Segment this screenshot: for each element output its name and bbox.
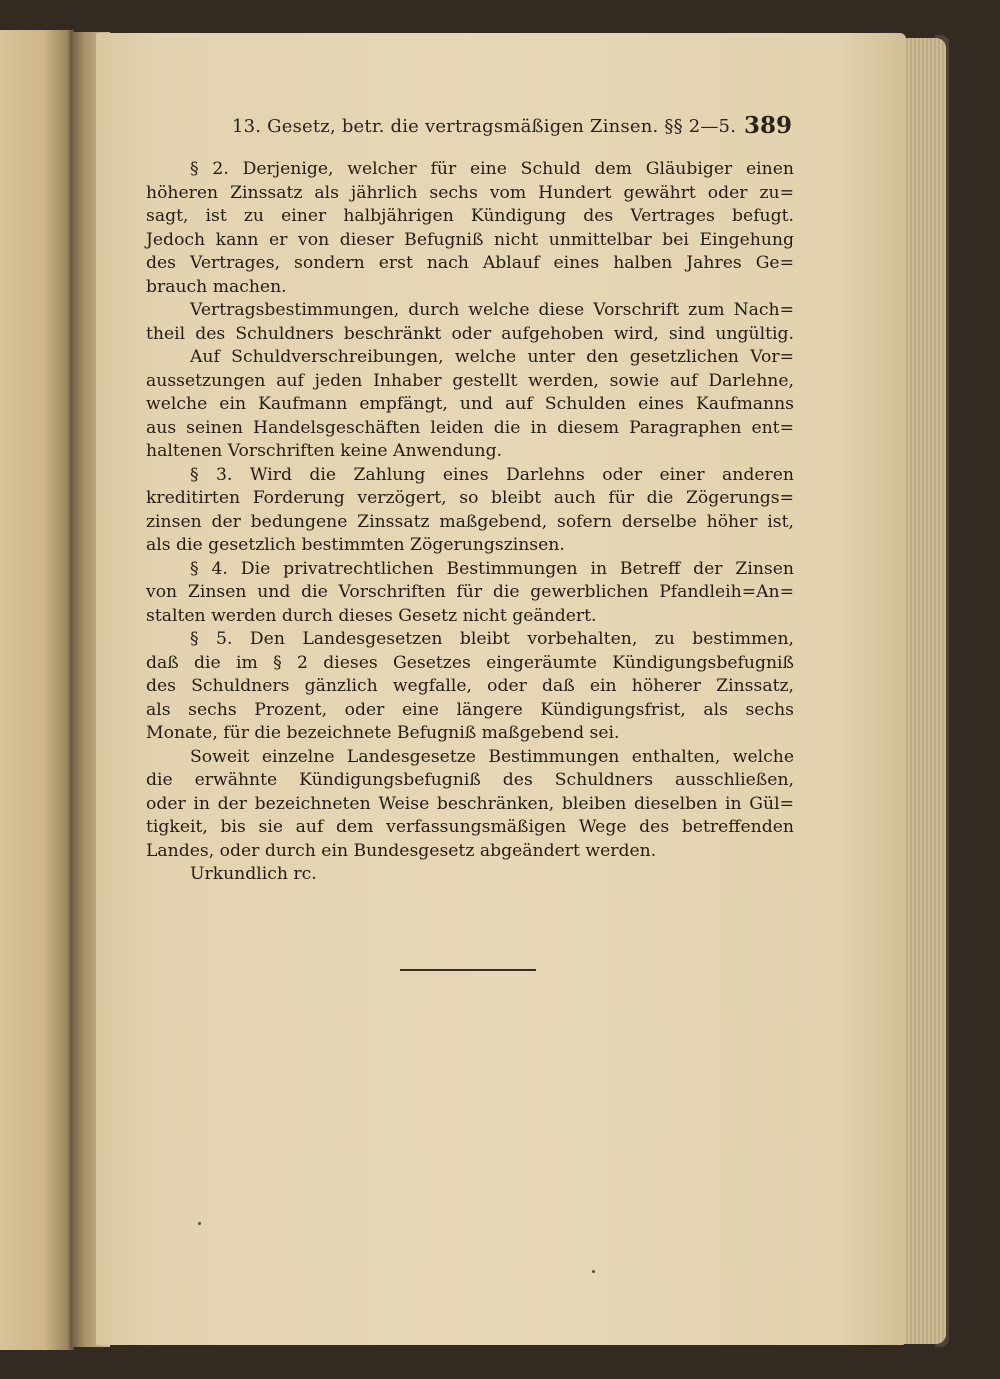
left-page-edge — [0, 30, 74, 1350]
page-header — [232, 112, 792, 144]
page-stack-edges — [900, 38, 946, 1344]
text-line: oder in der bezeichneten Weise beschränken, bleiben dieselben in Gül= — [146, 793, 794, 814]
text-line: von Zinsen und die Vorschriften für die gewerblichen Pfandleih=An= — [146, 582, 794, 602]
paper-speck — [198, 1222, 201, 1225]
text-line: welche ein Kaufmann empfängt, und auf Schulden eines Kaufmanns — [146, 394, 794, 414]
text-line: als sechs Prozent, oder eine längere Kündigungsfrist, als sechs — [146, 699, 794, 720]
text-line: tigkeit, bis sie auf dem verfassungsmäßigen Wege des betreffenden — [146, 817, 794, 837]
text-line: aus seinen Handelsgeschäften leiden die in diesem Paragraphen ent= — [146, 417, 794, 438]
text-line: des Vertrages, sondern erst nach Ablauf eines halben Jahres Ge= — [146, 253, 794, 273]
text-line: des Schuldners gänzlich wegfalle, oder daß ein höherer Zinssatz, — [146, 676, 794, 696]
text-line: Auf Schuldverschreibungen, welche unter den gesetzlichen Vor= — [190, 347, 794, 367]
text-line: Soweit einzelne Landesgesetze Bestimmungen enthalten, welche — [190, 746, 794, 767]
text-line: als die gesetzlich bestimmten Zögerungszinsen. — [146, 535, 565, 555]
text-line: Jedoch kann er von dieser Befugniß nicht unmittelbar bei Eingehung — [146, 229, 794, 250]
running-head: 13. Gesetz, betr. die vertragsmäßigen Zinsen. §§ 2—5. — [232, 116, 737, 137]
text-line: die erwähnte Kündigungsbefugniß des Schuldners ausschließen, — [146, 770, 794, 790]
section-end-rule — [400, 969, 536, 971]
text-line: Vertragsbestimmungen, durch welche diese Vorschrift zum Nach= — [190, 300, 794, 320]
text-line: brauch machen. — [146, 276, 287, 297]
text-line: Urkundlich rc. — [190, 864, 317, 884]
text-line: Monate, für die bezeichnete Befugniß maßgebend sei. — [146, 723, 620, 743]
text-line: § 5. Den Landesgesetzen bleibt vorbehalten, zu bestimmen, — [190, 629, 794, 649]
text-line: § 3. Wird die Zahlung eines Darlehns oder einer anderen — [190, 464, 794, 485]
text-line: theil des Schuldners beschränkt oder aufgehoben wird, sind ungültig. — [146, 323, 794, 344]
text-line: kreditirten Forderung verzögert, so bleibt auch für die Zögerungs= — [146, 488, 794, 508]
text-line: § 4. Die privatrechtlichen Bestimmungen in Betreff der Zinsen — [190, 558, 794, 579]
text-line: daß die im § 2 dieses Gesetzes eingeräumte Kündigungsbefugniß — [146, 652, 794, 673]
text-line: Landes, oder durch ein Bundesgesetz abgeändert werden. — [146, 840, 657, 861]
text-line: höheren Zinssatz als jährlich sechs vom Hundert gewährt oder zu= — [146, 182, 794, 203]
text-line: zinsen der bedungene Zinssatz maßgebend, sofern derselbe höher ist, — [146, 511, 794, 532]
text-line: haltenen Vorschriften keine Anwendung. — [146, 441, 503, 461]
page-number: 389 — [743, 112, 792, 139]
text-line: § 2. Derjenige, welcher für eine Schuld dem Gläubiger einen — [190, 159, 794, 179]
body-text — [146, 158, 794, 887]
text-line: sagt, ist zu einer halbjährigen Kündigung des Vertrages befugt. — [146, 206, 794, 226]
text-line: stalten werden durch dieses Gesetz nicht geändert. — [146, 605, 597, 626]
text-line: aussetzungen auf jeden Inhaber gestellt werden, sowie auf Darlehne, — [146, 370, 794, 391]
paper-speck — [592, 1270, 595, 1273]
